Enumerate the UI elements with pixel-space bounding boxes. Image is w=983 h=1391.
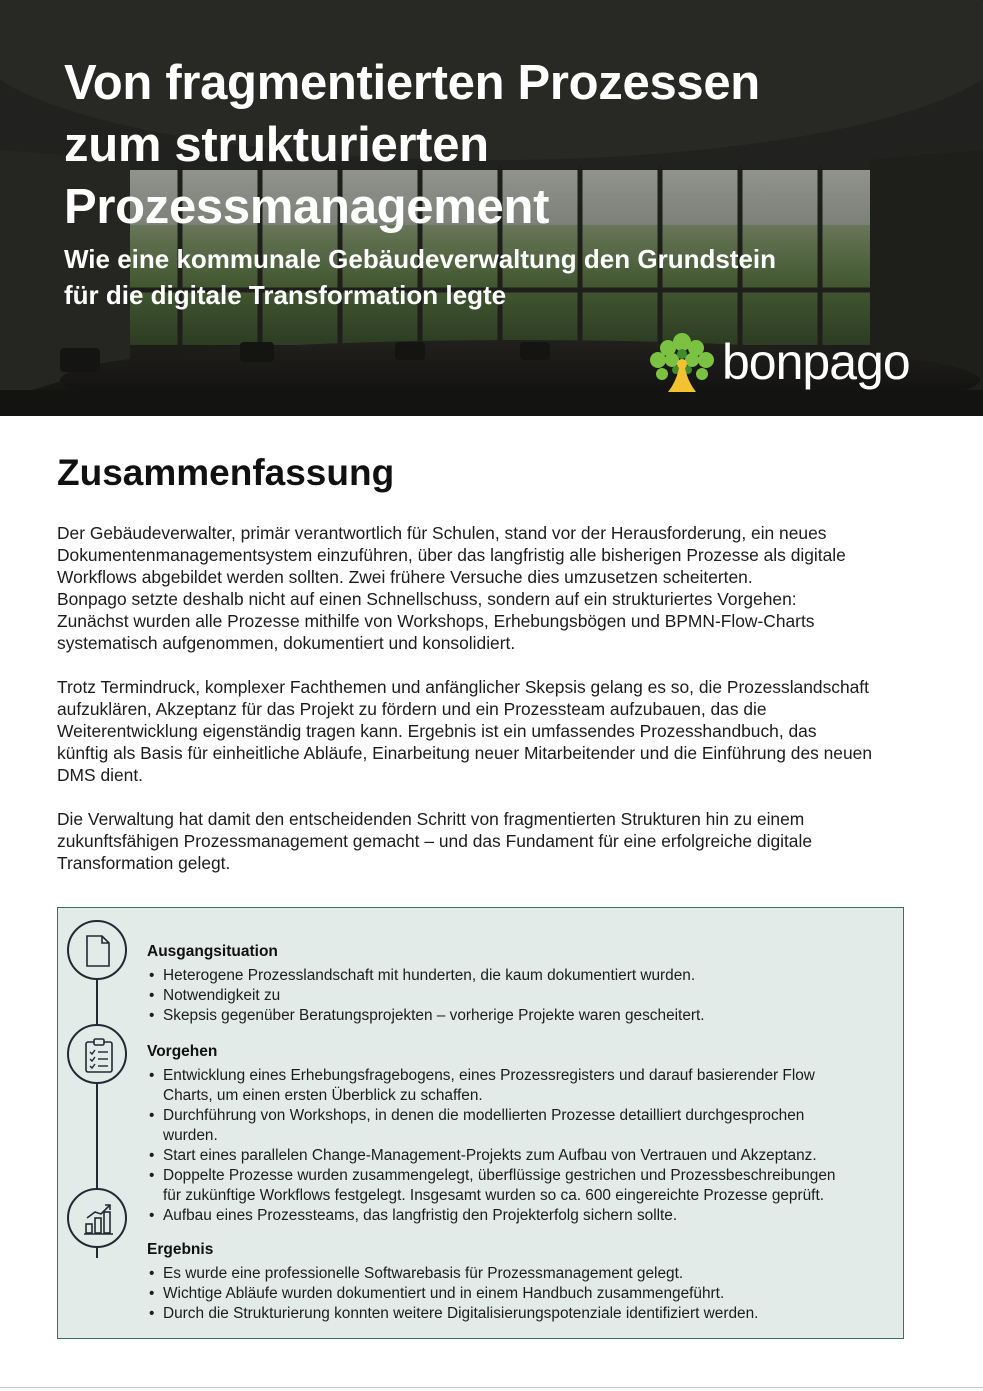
tree-logo-icon [646, 330, 718, 400]
bullet-list [147, 966, 887, 1026]
text-line: Die Verwaltung hat damit den entscheidenden Schritt von fragmentierten Strukturen hin zu einem [57, 809, 805, 829]
text-line: Bonpago setzte deshalb nicht auf einen Schnellschuss, sondern auf ein strukturiertes Vorgehen: [57, 589, 797, 609]
text-line: systematisch aufgenommen, dokumentiert und konsolidiert. [57, 633, 516, 653]
text-line: Charts, um einen ersten Überblick zu schaffen. [163, 1087, 483, 1104]
text-line: Weiterentwicklung eigenständig tragen kann. Ergebnis ist ein umfassendes Prozesshandbuch, das [57, 721, 817, 741]
text-line: für zukünftige Workflows festgelegt. Insgesamt wurden so ca. 600 eingereichte Prozesse geprüft. [163, 1187, 825, 1204]
list-item [147, 1264, 887, 1284]
text-line: • Start eines parallelen Change-Management-Projekts zum Aufbau von Vertrauen und Akzeptanz. [163, 1147, 817, 1164]
timeline-node-ausgangssituation [67, 920, 127, 980]
text-line: • Heterogene Prozesslandschaft mit hunderten, die kaum dokumentiert wurden. [163, 967, 696, 984]
list-item [147, 1106, 887, 1146]
block-title: Ausgangsituation [147, 943, 278, 960]
block-ergebnis [147, 1240, 887, 1324]
hero-title-line: Prozessmanagement [64, 180, 550, 234]
text-line: zukunftsfähigen Prozessmanagement gemacht – und das Fundament für eine erfolgreiche digitale [57, 831, 813, 851]
summary-paragraph [57, 676, 927, 786]
text-line: Transformation gelegt. [57, 853, 231, 873]
project-overview-box [57, 907, 904, 1339]
document-icon [83, 934, 113, 968]
text-line: • Es wurde eine professionelle Softwarebasis für Prozessmanagement gelegt. [163, 1265, 684, 1282]
clipboard-checklist-icon [83, 1038, 115, 1074]
list-item [147, 1006, 887, 1026]
summary-body [57, 522, 927, 896]
list-item [147, 1304, 887, 1324]
hero-subtitle-line: Wie eine kommunale Gebäudeverwaltung den Grundstein [64, 244, 777, 274]
text-line: wurden. [163, 1127, 218, 1144]
hero-banner [0, 0, 983, 416]
text-line: • Entwicklung eines Erhebungsfragebogens, eines Prozessregisters und darauf basierender Flow [163, 1067, 815, 1084]
bullet-list [147, 1066, 887, 1226]
text-line: • Notwendigkeit zu [163, 987, 281, 1004]
bar-chart-growth-icon [83, 1202, 115, 1236]
text-line: Workflows abgebildet werden sollten. Zwei frühere Versuche dies umzusetzen scheiterten. [57, 567, 753, 587]
text-line: künftig als Basis für einheitliche Abläufe, Einarbeitung neuer Mitarbeitender und die Einführung des neuen [57, 743, 872, 763]
timeline-node-ergebnis [67, 1188, 127, 1248]
text-line: • Aufbau eines Prozessteams, das langfristig den Projekterfolg sichern sollte. [163, 1207, 678, 1224]
hero-subtitle-line: für die digitale Transformation legte [64, 280, 507, 310]
text-line: • Durch die Strukturierung konnten weitere Digitalisierungspotenziale identifiziert werden. [163, 1305, 759, 1322]
list-item [147, 1166, 887, 1206]
text-line: DMS dient. [57, 765, 144, 785]
text-line: aufzuklären, Akzeptanz für das Projekt zu fördern und ein Prozessteam aufzubauen, das die [57, 699, 767, 719]
timeline-node-vorgehen [67, 1024, 127, 1084]
text-line: • Durchführung von Workshops, in denen die modellierten Prozesse detailliert durchgesprochen [163, 1107, 805, 1124]
list-item [147, 1066, 887, 1106]
list-item [147, 966, 887, 986]
block-title: Ergebnis [147, 1241, 214, 1258]
bonpago-logo [646, 330, 910, 400]
text-line: Der Gebäudeverwalter, primär verantwortlich für Schulen, stand vor der Herausforderung, ein neues [57, 523, 827, 543]
hero-title-line: zum strukturierten [64, 118, 489, 172]
summary-paragraph [57, 522, 927, 654]
text-line: • Skepsis gegenüber Beratungsprojekten – vorherige Projekte waren gescheitert. [163, 1007, 705, 1024]
list-item [147, 1206, 887, 1226]
overview-content [147, 942, 887, 1338]
summary-paragraph [57, 808, 927, 874]
text-line: Trotz Termindruck, komplexer Fachthemen und anfänglicher Skepsis gelang es so, die Prozesslandschaft [57, 677, 869, 697]
list-item [147, 1146, 887, 1166]
block-title: Vorgehen [147, 1043, 218, 1060]
hero-subtitle [64, 241, 884, 313]
list-item [147, 1284, 887, 1304]
bullet-list [147, 1264, 887, 1324]
page-bottom-divider [0, 1387, 983, 1388]
text-line: • Wichtige Abläufe wurden dokumentiert und in einem Handbuch zusammengeführt. [163, 1285, 725, 1302]
block-ausgangssituation [147, 942, 887, 1026]
summary-heading: Zusammenfassung [57, 452, 395, 493]
text-line: Dokumentenmanagementsystem einzuführen, über das langfristig alle bisherigen Prozesse als digitale [57, 545, 846, 565]
logo-wordmark: bonpago [722, 334, 910, 390]
block-vorgehen [147, 1042, 887, 1226]
hero-title-line: Von fragmentierten Prozessen [64, 56, 760, 110]
text-line: Zunächst wurden alle Prozesse mithilfe von Workshops, Erhebungsbögen und BPMN-Flow-Charts [57, 611, 815, 631]
text-line: • Doppelte Prozesse wurden zusammengelegt, überflüssige gestrichen und Prozessbeschreibungen [163, 1167, 836, 1184]
list-item [147, 986, 887, 1006]
hero-title [64, 52, 884, 238]
